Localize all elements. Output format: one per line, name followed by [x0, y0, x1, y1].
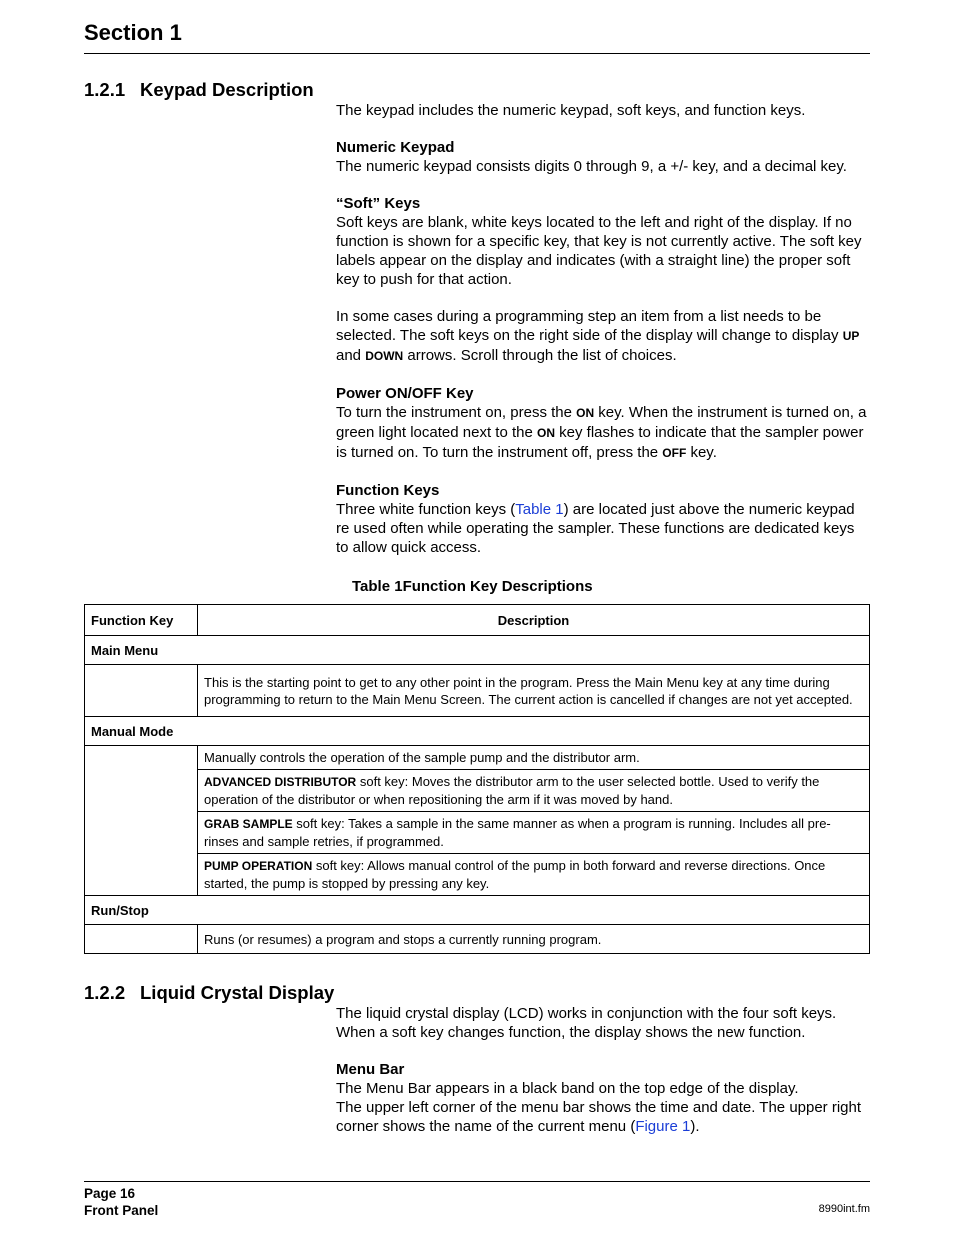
lcd-heading-title: Liquid Crystal Display	[140, 982, 335, 1003]
group-main-menu: Main Menu	[85, 636, 870, 665]
menu-bar-text-1: The Menu Bar appears in a black band on the top edge of the display.	[336, 1080, 799, 1097]
table-caption: Table 1Function Key Descriptions	[352, 578, 593, 595]
blank-cell	[85, 746, 198, 896]
soft-keys-text: Soft keys are blank, white keys located to the left and right of the display. If no function is shown for a specific key, that key is not currently active. The soft key labels appear on the display and indicates (with a straight line) the proper soft key to push for that action.	[336, 214, 862, 288]
footer-rule	[84, 1181, 870, 1182]
table-group-row	[85, 717, 870, 746]
up-key-label: UP	[842, 329, 860, 343]
function-keys-heading: Function Keys	[336, 482, 440, 499]
table-row	[85, 770, 870, 812]
power-text-part: key.	[686, 444, 717, 461]
table-header-row	[85, 605, 870, 636]
keypad-heading	[84, 79, 314, 101]
power-text-part: key flashes to indicate that the sampler power is turned on. To turn the instrument off, press the	[336, 424, 864, 461]
page-number: Page 16	[84, 1186, 136, 1201]
menu-bar-heading: Menu Bar	[336, 1061, 405, 1078]
footer-label: Front Panel	[84, 1203, 159, 1218]
keypad-heading-title: Keypad Description	[140, 79, 314, 100]
lcd-heading	[84, 982, 334, 1004]
list-text-part: arrows. Scroll through the list of choices.	[403, 347, 677, 364]
table-row	[85, 925, 870, 954]
footer-filename: 8990int.fm	[818, 1203, 870, 1215]
run-stop-description: Runs (or resumes) a program and stops a currently running program.	[198, 925, 870, 954]
blank-cell	[85, 925, 198, 954]
table-group-row	[85, 896, 870, 925]
blank-cell	[85, 665, 198, 717]
function-text-part: Three white function keys (	[336, 501, 516, 518]
description-text: soft key: Takes a sample in the same manner as when a program is running. Includes all pre-rinses and sample retries, if programmed.	[204, 816, 831, 849]
list-text-part: and	[336, 347, 366, 364]
power-key-heading: Power ON/OFF Key	[336, 385, 474, 402]
numeric-keypad-text: The numeric keypad consists digits 0 through 9, a +/- key, and a decimal key.	[336, 158, 847, 175]
numeric-keypad-heading: Numeric Keypad	[336, 139, 455, 156]
table-1-link[interactable]: Table 1	[515, 501, 564, 518]
advanced-distributor-description	[198, 770, 870, 812]
table-row	[85, 746, 870, 770]
soft-keys-heading: “Soft” Keys	[336, 195, 421, 212]
table-row	[85, 812, 870, 854]
header-rule	[84, 53, 870, 54]
list-text-part: In some cases during a programming step an item from a list needs to be selected. The soft keys on the right side of the display will change to display	[336, 308, 843, 344]
pump-operation-description	[198, 854, 870, 896]
function-key-table	[84, 604, 870, 954]
function-keys-text	[336, 500, 870, 557]
menu-text-part: The upper left corner of the menu bar shows the time and date. The upper right corner shows the name of the current menu (	[336, 1099, 862, 1135]
on-key-label: ON	[536, 426, 555, 440]
group-manual-mode: Manual Mode	[85, 717, 870, 746]
description-text: soft key: Moves the distributor arm to the user selected bottle. Used to verify the operation of the distributor or when repositioning the arm if it was moved by hand.	[204, 774, 820, 807]
lcd-intro: The liquid crystal display (LCD) works in conjunction with the four soft keys. When a soft key changes function, the display shows the new function.	[336, 1005, 837, 1041]
section-title: Section 1	[84, 20, 182, 45]
table-row	[85, 665, 870, 717]
grab-sample-key: GRAB SAMPLE	[204, 817, 293, 831]
power-text-part: key. When the instrument is turned on, a green light located next to the	[336, 404, 867, 441]
keypad-intro: The keypad includes the numeric keypad, soft keys, and function keys.	[336, 102, 806, 119]
col-header-description: Description	[198, 605, 870, 636]
list-selection-text	[336, 307, 870, 366]
on-key-label: ON	[576, 406, 595, 420]
footer-page-info	[84, 1185, 158, 1219]
manual-mode-description: Manually controls the operation of the sample pump and the distributor arm.	[198, 746, 870, 770]
lcd-body	[336, 1004, 870, 1136]
grab-sample-description	[198, 812, 870, 854]
menu-text-part: ).	[690, 1118, 700, 1135]
main-menu-description: This is the starting point to get to any other point in the program. Press the Main Menu key at any time during programming to return to the Main Menu Screen. The current action is cancelled if changes are not yet accepted.	[198, 665, 870, 717]
figure-1-link[interactable]: Figure 1	[635, 1118, 691, 1135]
menu-bar-text-2	[336, 1098, 870, 1136]
description-text: soft key: Allows manual control of the pump in both forward and reverse directions. Once started, the pump is stopped by pressing any key.	[204, 858, 826, 891]
power-key-text	[336, 403, 870, 463]
function-text-part: ) are located just above the numeric keypad re used often while operating the sampler. These functions are dedicated keys to allow quick access.	[336, 501, 855, 556]
group-run-stop: Run/Stop	[85, 896, 870, 925]
table-row	[85, 854, 870, 896]
keypad-heading-number: 1.2.1	[84, 79, 126, 100]
keypad-body	[336, 101, 870, 557]
power-text-part: To turn the instrument on, press the	[336, 404, 577, 421]
advanced-distributor-key: ADVANCED DISTRIBUTOR	[204, 775, 357, 789]
table-group-row	[85, 636, 870, 665]
lcd-heading-number: 1.2.2	[84, 982, 126, 1003]
down-key-label: DOWN	[365, 349, 404, 363]
pump-operation-key: PUMP OPERATION	[204, 859, 313, 873]
off-key-label: OFF	[662, 446, 687, 460]
col-header-function-key: Function Key	[85, 605, 198, 636]
